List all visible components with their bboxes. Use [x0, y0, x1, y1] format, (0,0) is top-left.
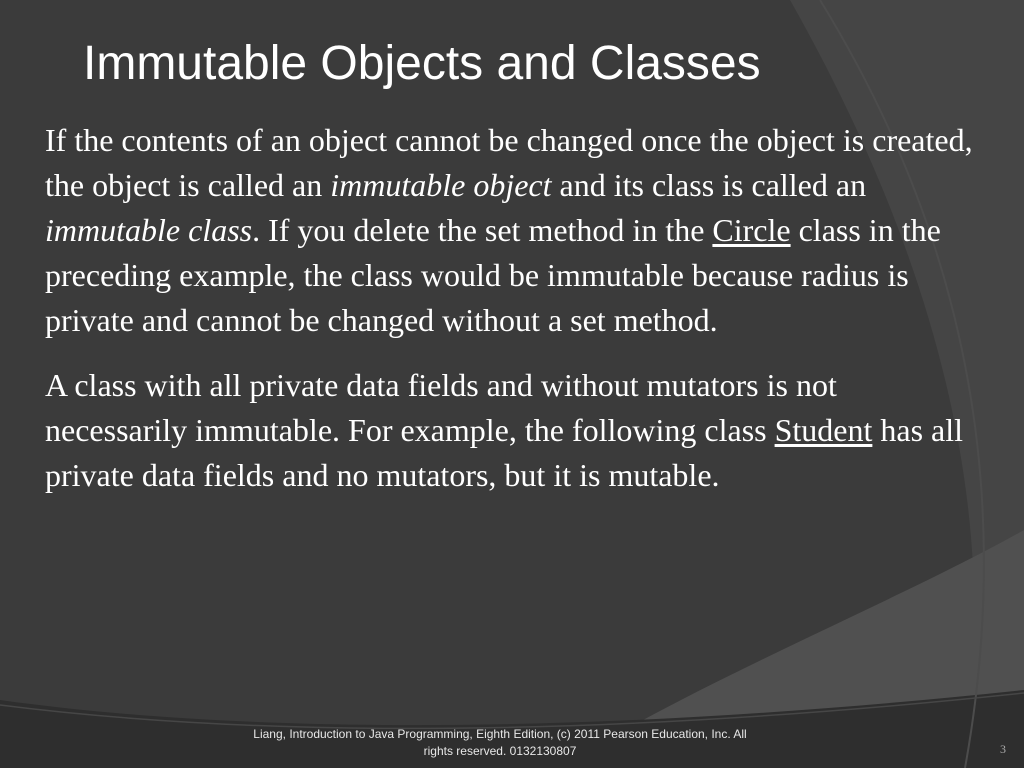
term-immutable-class: immutable class — [45, 212, 253, 248]
text-segment: A class with all private data fields and without mutators is not necessarily immutable. For example, the following class — [45, 367, 837, 448]
text-segment: class in the preceding example, the class would be immutable because radius is private and cannot be changed without a set method. — [45, 212, 941, 338]
page-number: 3 — [1000, 742, 1006, 756]
text-segment: has all private data fields and no mutators, but it is mutable. — [45, 412, 964, 493]
text-segment: If the contents of an object cannot be changed once the object is created, the object is called an — [45, 122, 973, 203]
class-name-circle: Circle — [712, 212, 791, 248]
class-name-student: Student — [774, 412, 873, 448]
slide-title: Immutable Objects and Classes — [83, 37, 761, 90]
footer-line-1: Liang, Introduction to Java Programming, Eighth Edition, (c) 2011 Pearson Education, Inc. All — [253, 727, 747, 741]
term-immutable-object: immutable object — [330, 167, 552, 203]
paragraph-student-example — [45, 363, 985, 498]
text-segment: and its class is called an — [551, 167, 867, 203]
footer-copyright — [200, 726, 800, 760]
slide-body — [45, 118, 985, 498]
footer-line-2: rights reserved. 0132130807 — [423, 744, 577, 758]
paragraph-immutable-definition — [45, 118, 985, 343]
text-segment: . If you delete the set method in the — [252, 212, 713, 248]
